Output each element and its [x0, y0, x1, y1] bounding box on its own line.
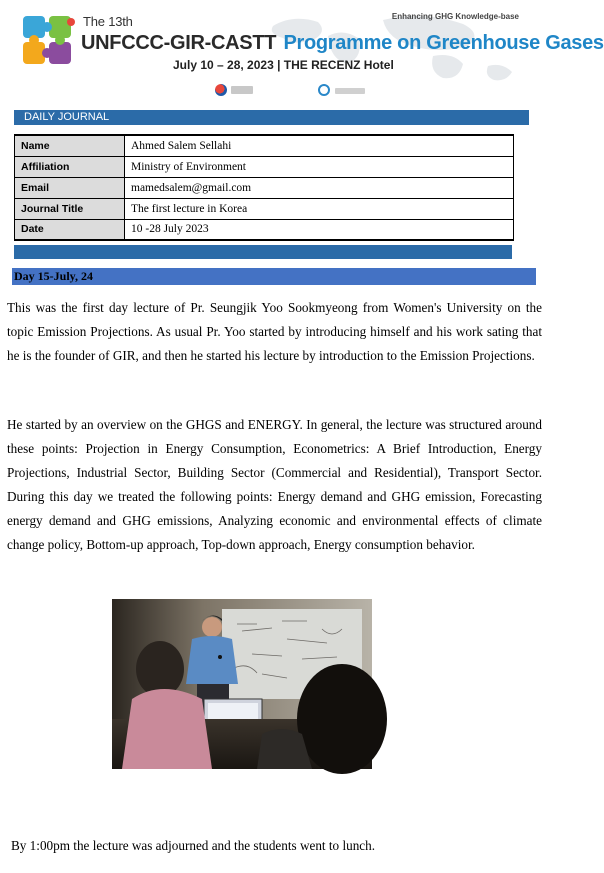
journal-info-table — [14, 134, 514, 241]
daily-journal-header: DAILY JOURNAL — [14, 110, 529, 125]
table-row — [15, 219, 514, 240]
table-row — [15, 156, 514, 177]
programme-title — [81, 32, 604, 55]
event-banner — [13, 6, 604, 97]
table-row — [15, 198, 514, 219]
paragraph-topics: He started by an overview on the GHGS and ENERGY. In general, the lecture was structured around these points: Projection in Energy Consumption, Econometrics: A Brief Introduction, Energy Projections, Industrial Sector, Building Sector (Commercial and Residential), Transport Sector. During this day we treated the following points: Energy demand and GHG emission, Forecasting energy demand and GHG emissions, Analyzing economic and environmental effects of climate change policy, Bottom-up approach, Top-down approach, Energy consumption behavior. — [7, 417, 542, 552]
email-value: mamedsalem@gmail.com — [125, 177, 514, 198]
programme-title-main: UNFCCC-GIR-CASTT — [81, 32, 277, 54]
gir-puzzle-logo — [19, 12, 79, 72]
date-label: Date — [15, 219, 125, 240]
name-label: Name — [15, 135, 125, 156]
lecture-photo — [112, 599, 372, 769]
name-value: Ahmed Salem Sellahi — [125, 135, 514, 156]
table-row — [15, 177, 514, 198]
journal-title-label: Journal Title — [15, 198, 125, 219]
email-label: Email — [15, 177, 125, 198]
organizer-caption — [175, 82, 176, 87]
unfccc-logo — [318, 84, 330, 96]
edition-label: The 13th — [83, 14, 133, 29]
journal-title-value: The first lecture in Korea — [125, 198, 514, 219]
affiliation-label: Affiliation — [15, 156, 125, 177]
paragraph-intro: This was the first day lecture of Pr. Seungjik Yoo Sookmyeong from Women's University on the topic Emission Projections. As usual Pr. Yoo started by introducing himself and his work sating that he is the founder of GIR, and then he started his lecture by introduction to the Emission Projections. — [7, 300, 542, 363]
table-row — [15, 135, 514, 156]
dates-venue: July 10 – 28, 2023 | THE RECENZ Hotel — [173, 58, 394, 72]
closing-sentence: By 1:00pm the lecture was adjourned and the students went to lunch. — [11, 838, 376, 853]
day-heading: Day 15-July, 24 — [12, 268, 536, 285]
un-climate-change-wordmark — [335, 88, 365, 94]
affiliation-value: Ministry of Environment — [125, 156, 514, 177]
table-footer-bar — [14, 245, 512, 259]
ministry-logo — [231, 86, 253, 94]
korea-emblem-logo — [215, 84, 227, 96]
tagline: Enhancing GHG Knowledge-base — [391, 12, 519, 21]
date-value: 10 -28 July 2023 — [125, 219, 514, 240]
programme-title-name: Programme on Greenhouse Gases — [283, 32, 604, 54]
